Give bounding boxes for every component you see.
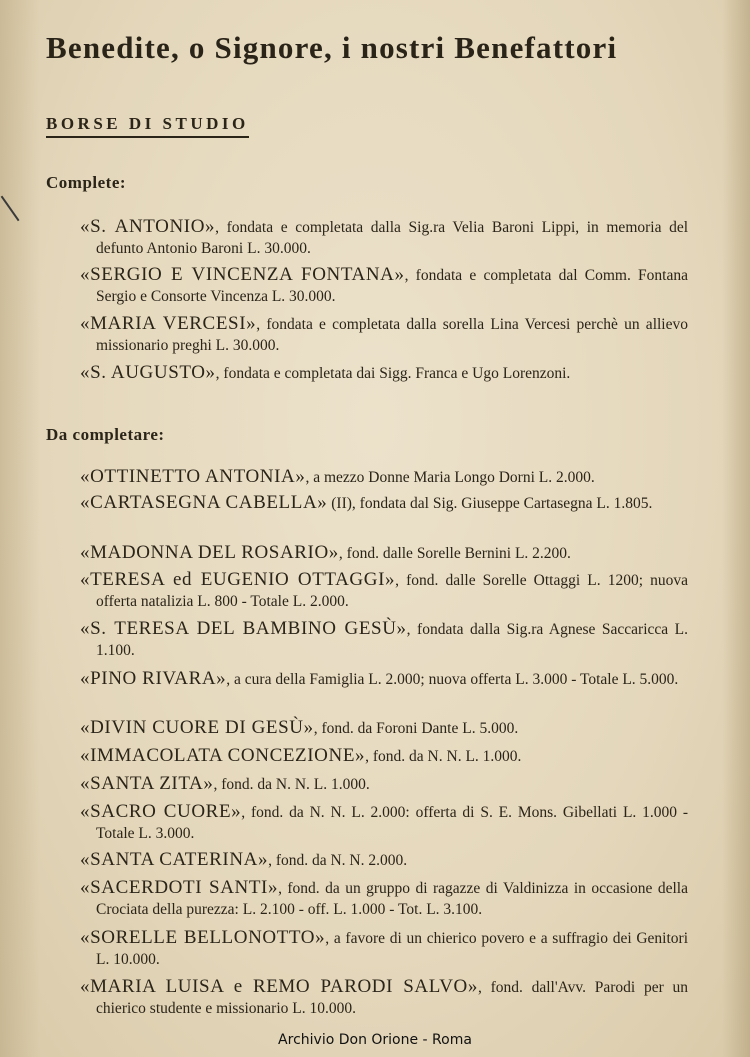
to-complete-entry — [80, 466, 688, 488]
complete-entry — [80, 313, 688, 356]
entry-text: , a cura della Famiglia L. 2.000; nuova offerta L. 3.000 - Totale L. 5.000. — [226, 671, 679, 688]
entry-name: «IMMACOLATA CONCEZIONE» — [80, 745, 366, 766]
to-complete-entry — [80, 849, 688, 871]
to-complete-heading: Da completare: — [46, 425, 165, 444]
complete-heading: Complete: — [46, 173, 127, 192]
to-complete-entry — [80, 976, 688, 1019]
entry-text: , fondata e completata dal Comm. Fontana Sergio e Consorte Vincenza L. 30.000. — [96, 267, 688, 305]
complete-entry — [80, 216, 688, 259]
entry-text: , fondata e completata dai Sigg. Franca e Ugo Lorenzoni. — [215, 365, 571, 382]
to-complete-entry — [80, 569, 688, 612]
page-title: Benedite, o Signore, i nostri Benefattori — [46, 30, 618, 65]
to-complete-entry — [80, 542, 688, 564]
entry-text: (II), fondata dal Sig. Giuseppe Cartasegna L. 1.805. — [327, 495, 653, 512]
entry-name: «SERGIO E VINCENZA FONTANA» — [80, 264, 405, 285]
entry-name: «MARIA VERCESI» — [80, 313, 257, 334]
to-complete-entry — [80, 927, 688, 970]
section-heading: BORSE DI STUDIO — [46, 114, 249, 138]
entry-text: , fondata e completata dalla sorella Lina Vercesi perchè un allievo missionario preghi L. 30.000. — [96, 316, 688, 354]
to-complete-entry — [80, 618, 688, 661]
to-complete-entry — [80, 773, 688, 795]
entry-text: , fondata e completata dalla Sig.ra Velia Baroni Lippi, in memoria del defunto Antonio Baroni L. 30.000. — [96, 219, 689, 257]
entry-text: , fondata dalla Sig.ra Agnese Saccaricca L. 1.100. — [96, 621, 689, 659]
entry-text: , fond. dalle Sorelle Ottaggi L. 1200; nuova offerta natalizia L. 800 - Totale L. 2.000. — [96, 572, 688, 610]
archive-footer: Archivio Don Orione - Roma — [278, 1032, 472, 1048]
to-complete-entry — [80, 745, 688, 767]
to-complete-entry — [80, 717, 688, 739]
entry-text: , a mezzo Donne Maria Longo Dorni L. 2.000. — [305, 469, 595, 486]
entry-name: «SANTA ZITA» — [80, 773, 214, 794]
entry-text: , fond. da un gruppo di ragazze di Valdinizza in occasione della Crociata della purezza: L. 2.100 - off. L. 1.000 - Tot. L. 3.100. — [96, 880, 688, 918]
to-complete-entry — [80, 877, 688, 920]
complete-entry — [80, 264, 688, 307]
entry-text: , fond. dalle Sorelle Bernini L. 2.200. — [338, 545, 571, 562]
entry-text: , a favore di un chierico povero e a suffragio dei Genitori L. 10.000. — [96, 930, 688, 968]
to-complete-entry — [80, 492, 688, 514]
entry-name: «MARIA LUISA e REMO PARODI SALVO» — [80, 976, 478, 997]
to-complete-entry — [80, 801, 688, 844]
entry-name: «DIVIN CUORE DI GESÙ» — [80, 717, 314, 738]
entry-name: «SACERDOTI SANTI» — [80, 877, 279, 898]
page-edge-shadow-left — [0, 0, 40, 1057]
entry-text: , fond. da N. N. L. 1.000. — [365, 748, 522, 765]
entry-name: «CARTASEGNA CABELLA» — [80, 492, 328, 513]
entry-name: «TERESA ed EUGENIO OTTAGGI» — [80, 569, 396, 590]
entry-name: «SORELLE BELLONOTTO» — [80, 927, 326, 948]
to-complete-entry — [80, 668, 688, 690]
entry-name: «SANTA CATERINA» — [80, 849, 269, 870]
entry-text: , fond. da N. N. 2.000. — [268, 852, 408, 869]
entry-name: «S. TERESA DEL BAMBINO GESÙ» — [80, 618, 407, 639]
entry-name: «SACRO CUORE» — [80, 801, 242, 822]
entry-name: «OTTINETTO ANTONIA» — [80, 466, 306, 487]
page-edge-shadow-right — [722, 0, 750, 1057]
entry-text: , fond. dall'Avv. Parodi per un chierico studente e missionario L. 10.000. — [96, 979, 689, 1017]
entry-name: «PINO RIVARA» — [80, 668, 227, 689]
entry-text: , fond. da N. N. L. 1.000. — [213, 776, 370, 793]
entry-name: «S. ANTONIO» — [80, 216, 216, 237]
entry-text: , fond. da Foroni Dante L. 5.000. — [313, 720, 519, 737]
entry-name: «S. AUGUSTO» — [80, 362, 216, 383]
entry-name: «MADONNA DEL ROSARIO» — [80, 542, 339, 563]
entry-text: , fond. da N. N. L. 2.000: offerta di S. E. Mons. Gibellati L. 1.000 - Totale L. 3.000. — [96, 804, 688, 842]
complete-entry — [80, 362, 688, 384]
